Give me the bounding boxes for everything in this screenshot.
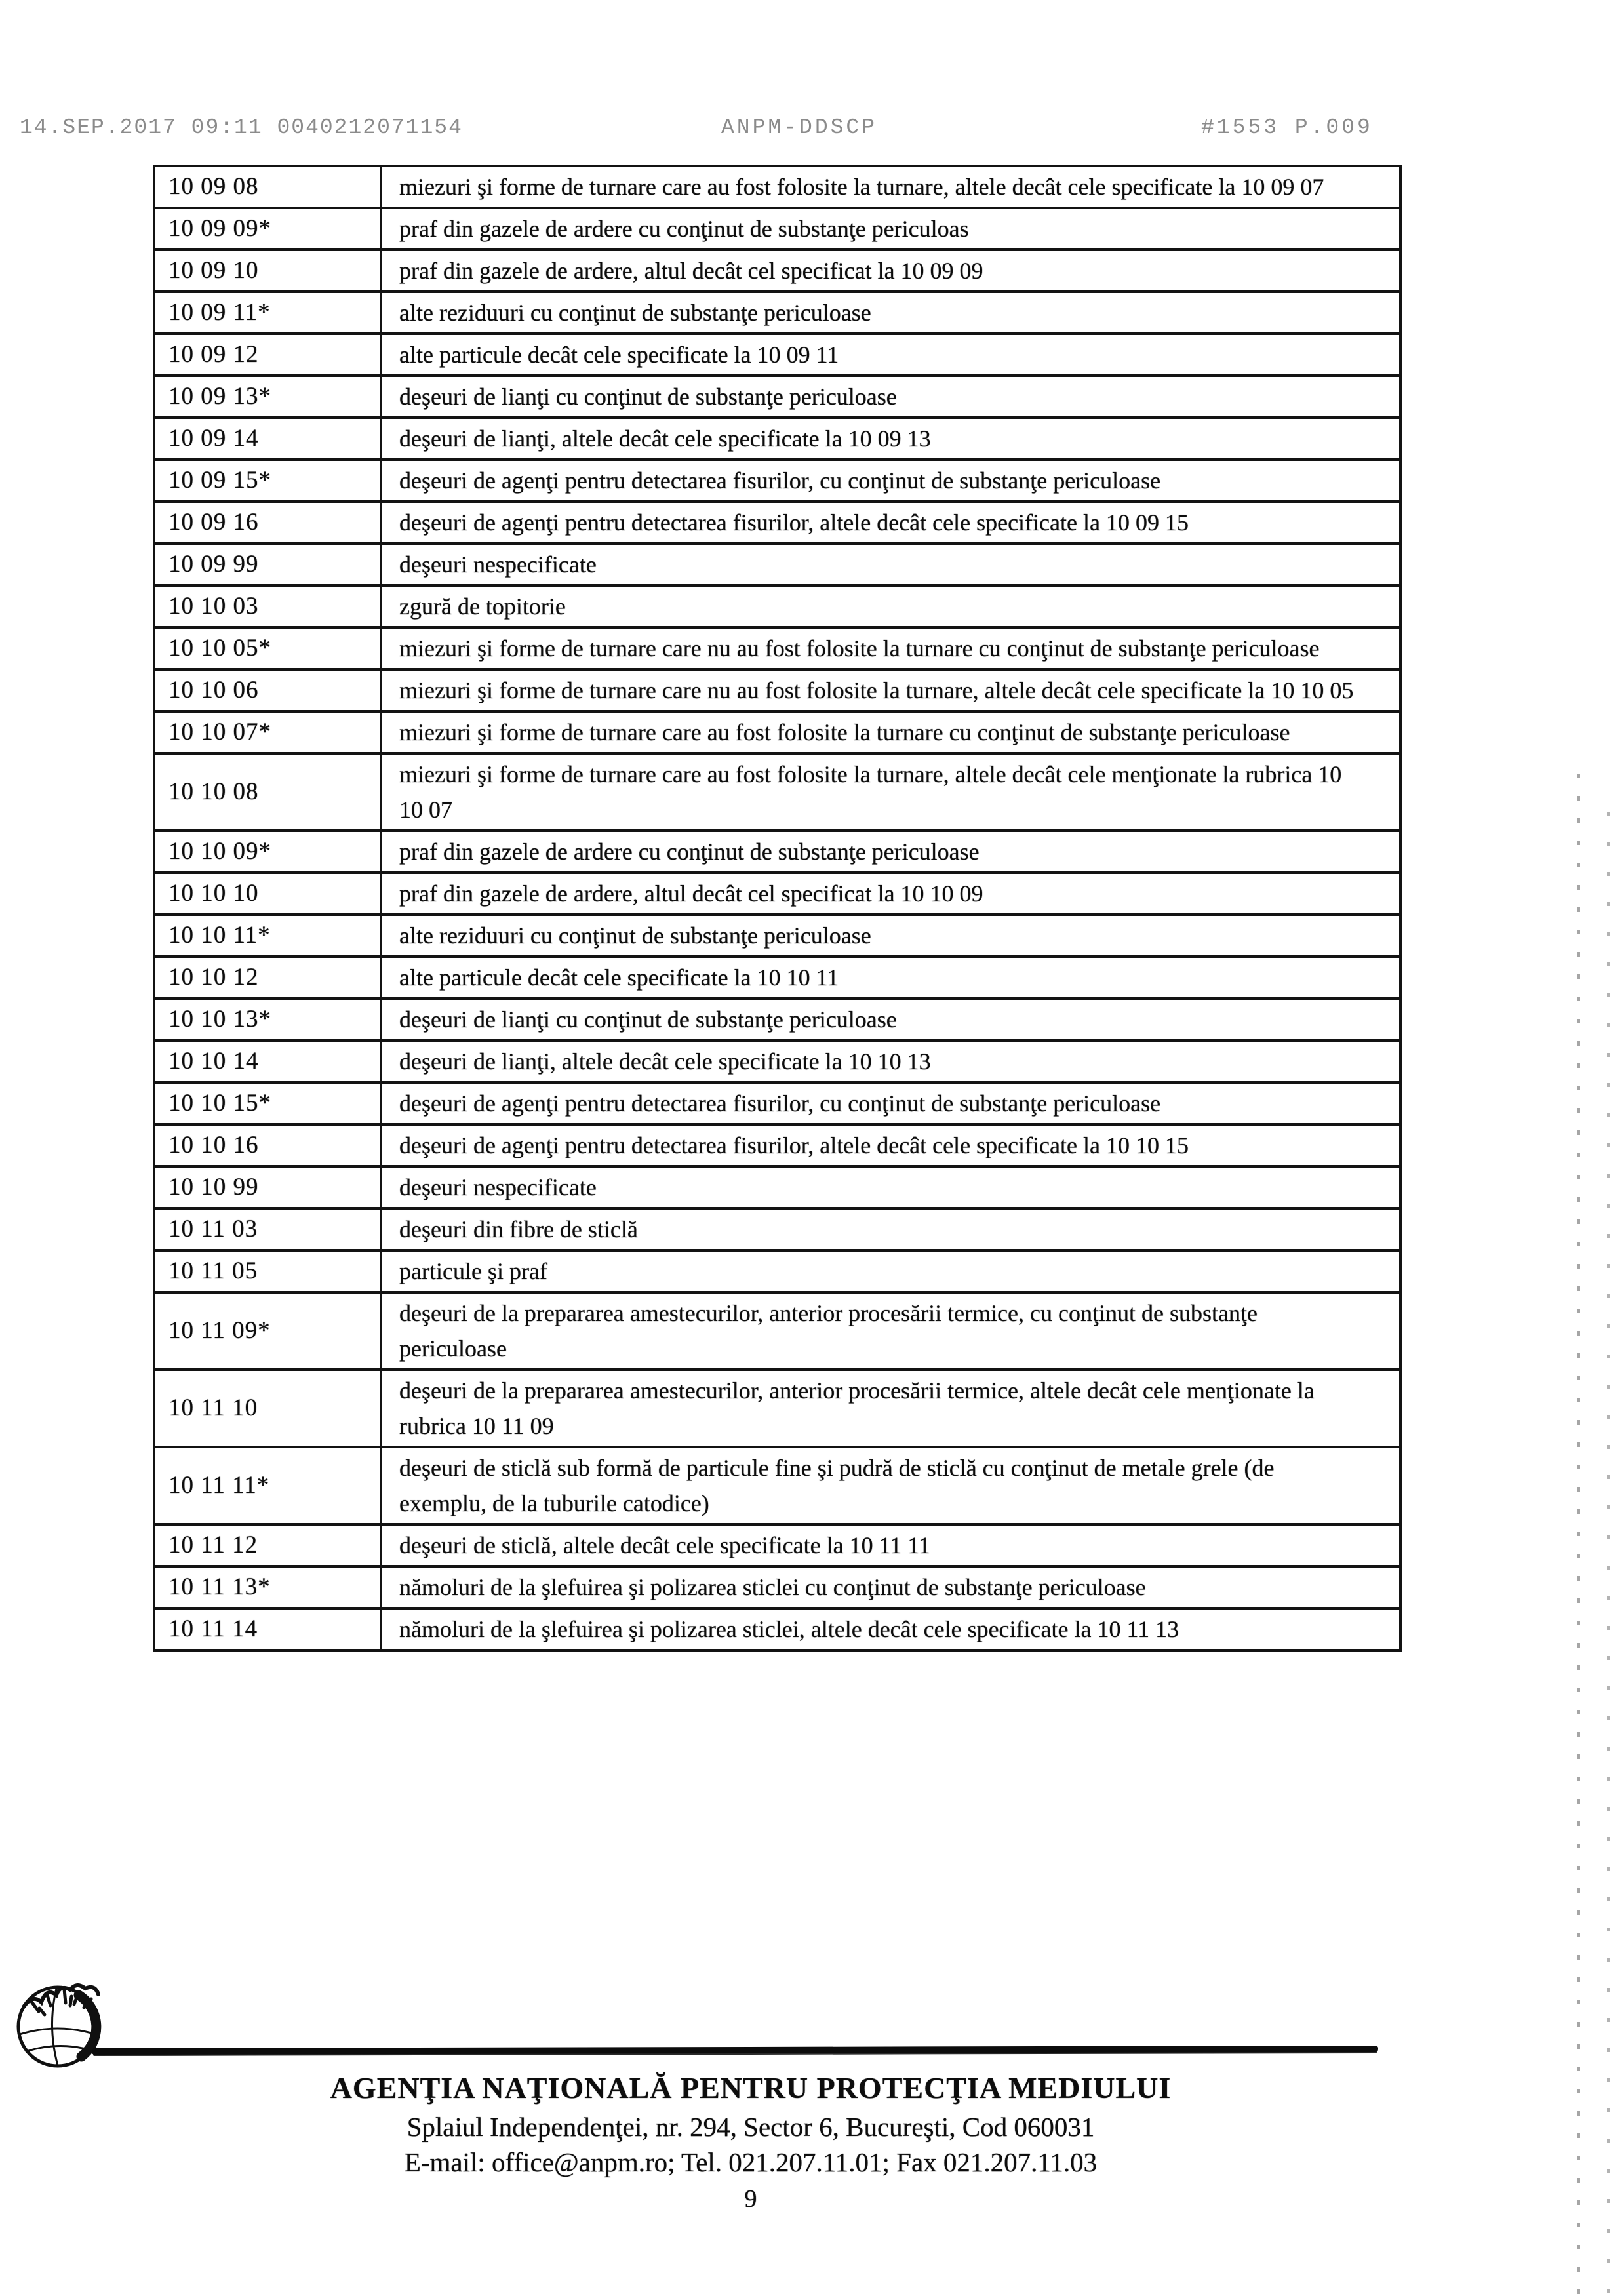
table-row bbox=[154, 250, 1400, 292]
waste-description-cell: praf din gazele de ardere, altul decât cel specificat la 10 10 09 bbox=[381, 873, 1400, 915]
waste-description-cell: deşeuri din fibre de sticlă bbox=[381, 1208, 1400, 1250]
agency-name: AGENŢIA NAŢIONALĂ PENTRU PROTECŢIA MEDIULUI bbox=[330, 2071, 1172, 2105]
waste-description-cell: alte reziduuri cu conţinut de substanţe periculoase bbox=[381, 915, 1400, 957]
waste-code-cell: 10 10 10 bbox=[154, 873, 381, 915]
waste-code-cell: 10 09 09* bbox=[154, 208, 381, 250]
waste-code-cell: 10 10 06 bbox=[154, 669, 381, 711]
waste-code-cell: 10 09 12 bbox=[154, 334, 381, 376]
waste-description-cell: deşeuri de la prepararea amestecurilor, anterior procesării termice, cu conţinut de substanţe periculoase bbox=[381, 1292, 1400, 1370]
table-row bbox=[154, 711, 1400, 753]
waste-description-cell: particule şi praf bbox=[381, 1250, 1400, 1292]
waste-code-cell: 10 11 03 bbox=[154, 1208, 381, 1250]
table-row bbox=[154, 544, 1400, 585]
waste-code-cell: 10 09 11* bbox=[154, 292, 381, 334]
waste-description-cell: nămoluri de la şlefuirea şi polizarea sticlei cu conţinut de substanţe periculoase bbox=[381, 1566, 1400, 1608]
table-row bbox=[154, 334, 1400, 376]
waste-description-cell: deşeuri de agenţi pentru detectarea fisurilor, cu conţinut de substanţe periculoase bbox=[381, 1082, 1400, 1124]
waste-code-cell: 10 10 14 bbox=[154, 1040, 381, 1082]
waste-code-cell: 10 10 13* bbox=[154, 999, 381, 1040]
waste-code-cell: 10 10 99 bbox=[154, 1166, 381, 1208]
table-row bbox=[154, 502, 1400, 544]
waste-code-cell: 10 10 05* bbox=[154, 627, 381, 669]
waste-code-cell: 10 09 15* bbox=[154, 460, 381, 502]
table-row bbox=[154, 292, 1400, 334]
footer-divider bbox=[92, 2046, 1378, 2055]
waste-code-cell: 10 09 13* bbox=[154, 376, 381, 418]
waste-description-cell: deşeuri nespecificate bbox=[381, 544, 1400, 585]
footer bbox=[0, 2070, 1501, 2213]
table-row bbox=[154, 1082, 1400, 1124]
waste-description-cell: praf din gazele de ardere cu conţinut de substanţe periculoase bbox=[381, 831, 1400, 873]
waste-description-cell: deşeuri de agenţi pentru detectarea fisurilor, altele decât cele specificate la 10 10 15 bbox=[381, 1124, 1400, 1166]
waste-code-cell: 10 10 11* bbox=[154, 915, 381, 957]
waste-description-cell: deşeuri de agenţi pentru detectarea fisurilor, altele decât cele specificate la 10 09 15 bbox=[381, 502, 1400, 544]
table-row bbox=[154, 1040, 1400, 1082]
waste-code-cell: 10 09 08 bbox=[154, 166, 381, 208]
waste-description-cell: miezuri şi forme de turnare care au fost folosite la turnare, altele decât cele menţionate la rubrica 10 10 07 bbox=[381, 753, 1400, 831]
waste-description-cell: alte particule decât cele specificate la 10 09 11 bbox=[381, 334, 1400, 376]
waste-description-cell: deşeuri de lianţi, altele decât cele specificate la 10 10 13 bbox=[381, 1040, 1400, 1082]
fax-sender-id: ANPM-DDSCP bbox=[721, 115, 878, 140]
fax-page-counter: #1553 P.009 bbox=[1201, 115, 1373, 140]
table-row bbox=[154, 1608, 1400, 1650]
waste-description-cell: praf din gazele de ardere cu conţinut de substanţe periculoas bbox=[381, 208, 1400, 250]
waste-description-cell: miezuri şi forme de turnare care nu au fost folosite la turnare cu conţinut de substanţe periculoase bbox=[381, 627, 1400, 669]
waste-code-cell: 10 10 08 bbox=[154, 753, 381, 831]
table-row bbox=[154, 418, 1400, 460]
page-number: 9 bbox=[744, 2185, 757, 2213]
scan-artifact-dotted-line bbox=[1607, 812, 1610, 2296]
waste-code-cell: 10 11 13* bbox=[154, 1566, 381, 1608]
waste-code-cell: 10 10 12 bbox=[154, 957, 381, 999]
waste-code-cell: 10 11 12 bbox=[154, 1524, 381, 1566]
agency-address: Splaiul Independenţei, nr. 294, Sector 6, Bucureşti, Cod 060031 bbox=[406, 2112, 1095, 2142]
table-row bbox=[154, 1566, 1400, 1608]
waste-description-cell: alte particule decât cele specificate la 10 10 11 bbox=[381, 957, 1400, 999]
waste-code-table bbox=[153, 165, 1402, 1652]
waste-code-cell: 10 10 16 bbox=[154, 1124, 381, 1166]
waste-table-body bbox=[154, 166, 1400, 1650]
table-row bbox=[154, 915, 1400, 957]
table-row bbox=[154, 999, 1400, 1040]
table-row bbox=[154, 1370, 1400, 1447]
table-row bbox=[154, 831, 1400, 873]
agency-contact: E-mail: office@anpm.ro; Tel. 021.207.11.01; Fax 021.207.11.03 bbox=[404, 2147, 1098, 2177]
waste-description-cell: alte reziduuri cu conţinut de substanţe periculoase bbox=[381, 292, 1400, 334]
waste-code-cell: 10 10 07* bbox=[154, 711, 381, 753]
table-row bbox=[154, 1447, 1400, 1524]
table-row bbox=[154, 166, 1400, 208]
table-row bbox=[154, 753, 1400, 831]
table-row bbox=[154, 1250, 1400, 1292]
waste-code-cell: 10 11 09* bbox=[154, 1292, 381, 1370]
waste-code-cell: 10 09 10 bbox=[154, 250, 381, 292]
waste-code-cell: 10 10 09* bbox=[154, 831, 381, 873]
waste-description-cell: deşeuri de sticlă sub formă de particule fine şi pudră de sticlă cu conţinut de metale grele (de exemplu, de la tuburile catodice) bbox=[381, 1447, 1400, 1524]
waste-description-cell: praf din gazele de ardere, altul decât cel specificat la 10 09 09 bbox=[381, 250, 1400, 292]
waste-description-cell: deşeuri de lianţi, altele decât cele specificate la 10 09 13 bbox=[381, 418, 1400, 460]
table-row bbox=[154, 1124, 1400, 1166]
waste-description-cell: deşeuri de sticlă, altele decât cele specificate la 10 11 11 bbox=[381, 1524, 1400, 1566]
table-row bbox=[154, 669, 1400, 711]
waste-description-cell: nămoluri de la şlefuirea şi polizarea sticlei, altele decât cele specificate la 10 11 13 bbox=[381, 1608, 1400, 1650]
table-row bbox=[154, 957, 1400, 999]
table-row bbox=[154, 376, 1400, 418]
table-row bbox=[154, 1208, 1400, 1250]
table-row bbox=[154, 1166, 1400, 1208]
table-row bbox=[154, 1524, 1400, 1566]
waste-description-cell: deşeuri de agenţi pentru detectarea fisurilor, cu conţinut de substanţe periculoase bbox=[381, 460, 1400, 502]
waste-code-cell: 10 11 11* bbox=[154, 1447, 381, 1524]
waste-code-cell: 10 09 16 bbox=[154, 502, 381, 544]
waste-code-cell: 10 11 14 bbox=[154, 1608, 381, 1650]
waste-description-cell: deşeuri de lianţi cu conţinut de substanţe periculoase bbox=[381, 999, 1400, 1040]
waste-description-cell: deşeuri de la prepararea amestecurilor, anterior procesării termice, altele decât cele menţionate la rubrica 10 11 09 bbox=[381, 1370, 1400, 1447]
waste-description-cell: deşeuri de lianţi cu conţinut de substanţe periculoase bbox=[381, 376, 1400, 418]
globe-sketch-logo bbox=[5, 1969, 117, 2074]
waste-code-cell: 10 11 05 bbox=[154, 1250, 381, 1292]
waste-description-cell: miezuri şi forme de turnare care au fost folosite la turnare cu conţinut de substanţe periculoase bbox=[381, 711, 1400, 753]
waste-description-cell: deşeuri nespecificate bbox=[381, 1166, 1400, 1208]
waste-code-cell: 10 11 10 bbox=[154, 1370, 381, 1447]
fax-timestamp: 14.SEP.2017 09:11 0040212071154 bbox=[20, 115, 463, 140]
waste-description-cell: miezuri şi forme de turnare care nu au fost folosite la turnare, altele decât cele specificate la 10 10 05 bbox=[381, 669, 1400, 711]
table-row bbox=[154, 873, 1400, 915]
waste-code-cell: 10 10 03 bbox=[154, 585, 381, 627]
waste-code-cell: 10 10 15* bbox=[154, 1082, 381, 1124]
table-row bbox=[154, 585, 1400, 627]
scan-artifact-dotted-line bbox=[1577, 774, 1580, 2296]
waste-code-cell: 10 09 14 bbox=[154, 418, 381, 460]
table-row bbox=[154, 1292, 1400, 1370]
waste-description-cell: zgură de topitorie bbox=[381, 585, 1400, 627]
table-row bbox=[154, 208, 1400, 250]
waste-description-cell: miezuri şi forme de turnare care au fost folosite la turnare, altele decât cele specificate la 10 09 07 bbox=[381, 166, 1400, 208]
table-row bbox=[154, 460, 1400, 502]
table-row bbox=[154, 627, 1400, 669]
waste-code-cell: 10 09 99 bbox=[154, 544, 381, 585]
